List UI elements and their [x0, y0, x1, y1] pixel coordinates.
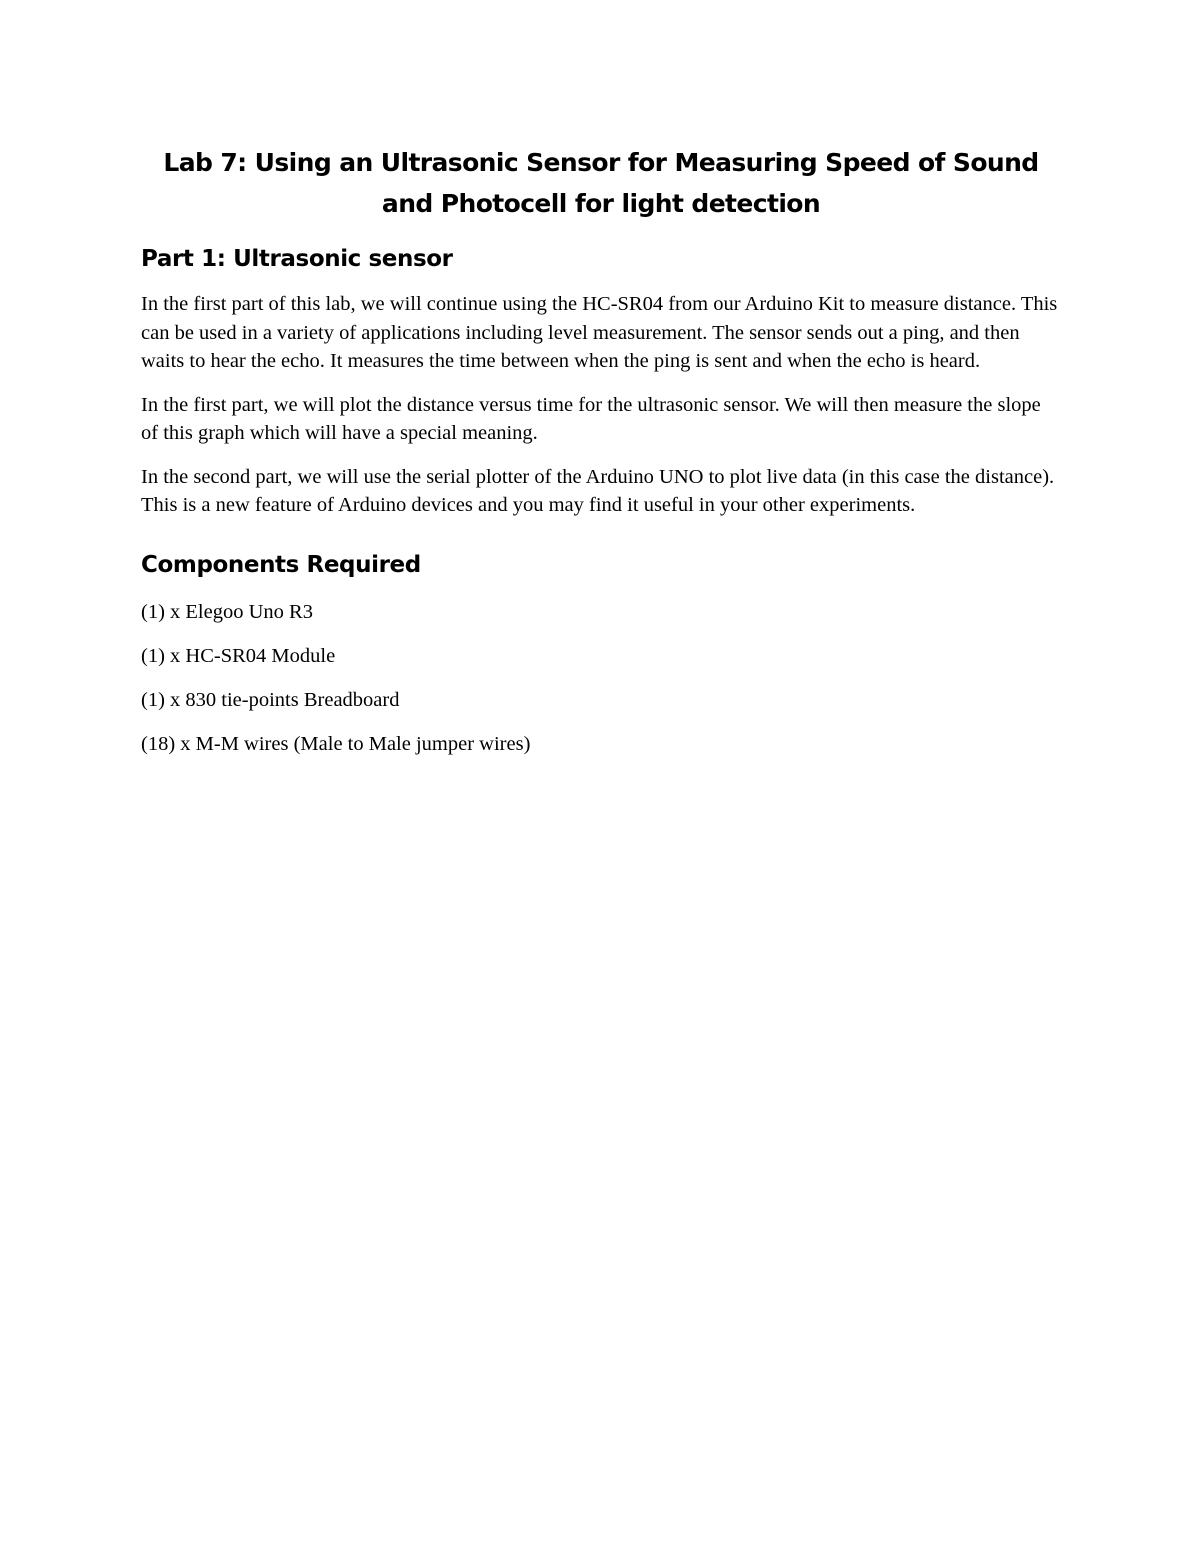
document-body [141, 142, 1061, 774]
part1-heading: Part 1: Ultrasonic sensor [141, 246, 453, 272]
components-heading: Components Required [141, 551, 421, 578]
components-list [141, 598, 1061, 759]
paragraph-first-part: In the first part, we will plot the distance versus time for the ultrasonic sensor. We will then measure the slope of this graph which will have a special meaning. [141, 393, 1041, 444]
paragraph-second-part: In the second part, we will use the serial plotter of the Arduino UNO to plot live data (in this case the distance). This is a new feature of Arduino devices and you may find it useful in your other experiments. [141, 465, 1055, 516]
paragraph-intro: In the first part of this lab, we will continue using the HC-SR04 from our Arduino Kit to measure distance. This can be used in a variety of applications including level measurement. The sensor sends out a ping, and then waits to hear the echo. It measures the time between when the ping is sent and when the echo is heard. [141, 293, 1058, 372]
list-item: (1) x HC-SR04 Module [141, 644, 336, 667]
list-item: (18) x M-M wires (Male to Male jumper wires) [141, 732, 531, 755]
list-item: (1) x 830 tie-points Breadboard [141, 688, 400, 711]
list-item: (1) x Elegoo Uno R3 [141, 600, 313, 623]
document-title: Lab 7: Using an Ultrasonic Sensor for Measuring Speed of Sound and Photocell for light detection [163, 148, 1039, 218]
